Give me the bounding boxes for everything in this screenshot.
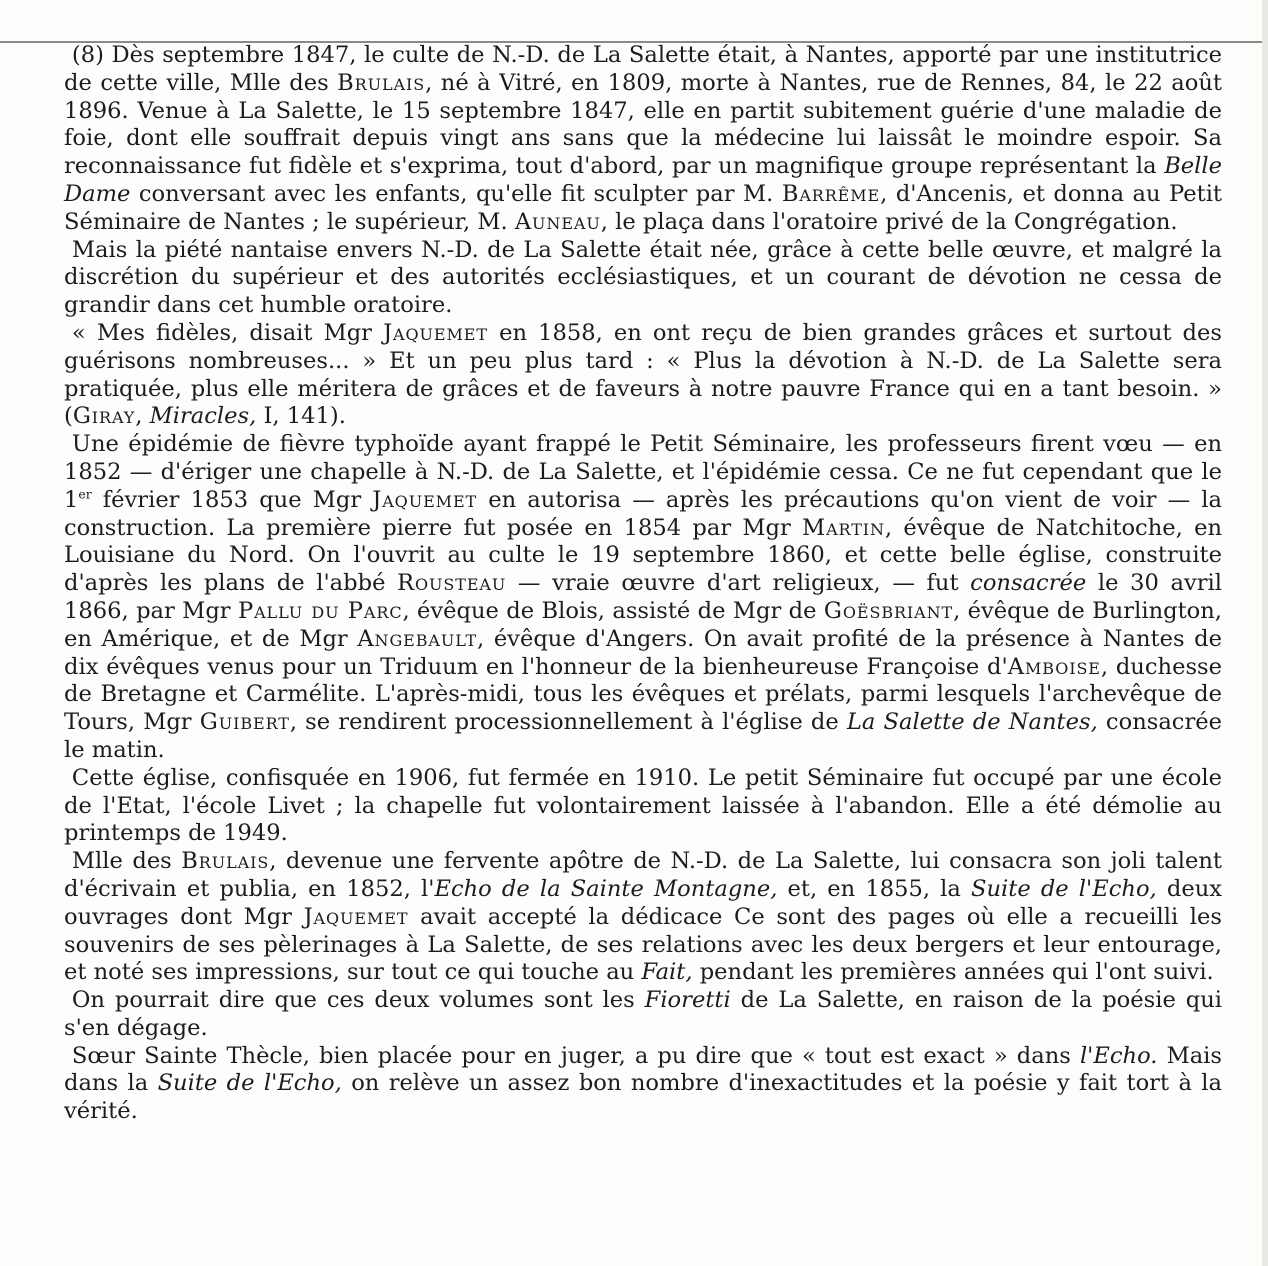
proper-name: Goësbriant (823, 597, 954, 624)
proper-name: Jaquemet (303, 903, 409, 930)
text-run: , (135, 403, 150, 430)
text-run: Mais dans la (64, 1042, 1223, 1097)
paragraph-7 (64, 987, 1222, 1043)
italic-text: l'Echo. (1079, 1042, 1158, 1069)
text-run: conversant avec les enfants, qu'elle fit sculpter par M. (130, 180, 782, 207)
proper-name: Rousteau (397, 570, 507, 597)
text-run: février 1853 que Mgr (91, 486, 373, 513)
proper-name: Jaquemet (372, 486, 478, 513)
text-run: , d'Ancenis, et donna au Petit Séminaire de Nantes ; le supérieur, M. (64, 180, 1222, 235)
footnote-text-block (64, 42, 1222, 1126)
proper-name: Brulais (181, 848, 270, 875)
text-run: Cette église, confisquée en 1906, fut fermée en 1910. Le petit Séminaire fut occupé par une école de l'Etat, l'école Livet ; la chapelle fut volontairement laissée à l'abandon. Elle a été démolie au printemps de 1949. (64, 764, 1222, 847)
text-run: et, en 1855, la (777, 875, 971, 902)
proper-name: Auneau (514, 208, 601, 235)
italic-text: Suite de l'Echo, (971, 875, 1157, 902)
text-run: consacrée le matin. (64, 709, 1223, 763)
italic-text: Belle Dame (64, 153, 1222, 207)
proper-name: Barrême (781, 180, 881, 207)
text-run: on relève un assez bon nombre d'inexactitudes et la poésie y fait tort à la vérité. (64, 1070, 1223, 1125)
text-run: , évêque de Blois, assisté de Mgr de (402, 597, 824, 624)
italic-text: Fait, (641, 959, 693, 986)
proper-name: Jaquemet (383, 319, 488, 346)
text-run: — vraie œuvre d'art religieux, — fut (506, 570, 971, 597)
italic-text: La Salette de Nantes, (846, 709, 1098, 736)
text-run: , le plaça dans l'oratoire privé de la Congrégation. (600, 208, 1178, 235)
text-run: , duchesse de Bretagne et Carmélite. L'après-midi, tous les évêques et prélats, parmi lesquels l'archevêque de Tours, Mgr (64, 653, 1222, 736)
paragraph-4 (64, 431, 1222, 765)
superscript: er (78, 486, 92, 502)
text-run: pendant les premières années qui l'ont suivi. (692, 959, 1214, 986)
text-run: deux ouvrages dont Mgr (64, 875, 1222, 930)
scan-right-edge (1262, 0, 1268, 1266)
text-run: On pourrait dire que ces deux volumes sont les (71, 987, 645, 1014)
paragraph-1 (64, 42, 1222, 237)
italic-text: Fioretti (644, 987, 731, 1014)
text-run: , évêque de Burlington, en Amérique, et de Mgr (64, 597, 1222, 652)
text-run: Mais la piété nantaise envers N.-D. de La Salette était née, grâce à cette belle œuvre, et malgré la discrétion du supérieur et des autorités ecclésiastiques, et un courant de dévotion ne cessa de grandir dans cet humble oratoire. (64, 236, 1222, 319)
italic-text: Miracles, (149, 403, 257, 430)
italic-text: Echo de la Sainte Montagne, (434, 875, 778, 902)
text-run: I, 141). (256, 403, 346, 430)
paragraph-6 (64, 848, 1222, 987)
italic-text: consacrée (970, 570, 1087, 597)
proper-name: Martin (802, 514, 885, 541)
proper-name: Pallu du Parc (237, 597, 403, 624)
text-run: , évêque d'Angers. On avait profité de la présence à Nantes de dix évêques venus pour un Triduum en l'honneur de la bienheureuse Françoise d' (64, 625, 1222, 680)
paragraph-8 (64, 1043, 1222, 1126)
paragraph-3 (64, 320, 1222, 431)
paragraph-5 (64, 765, 1222, 848)
text-run: (8) Dès septembre 1847, le culte de N.-D. de La Salette était, à Nantes, apporté par une institutrice de cette ville, Mlle des (64, 42, 1222, 96)
text-run: , devenue une fervente apôtre de N.-D. de La Salette, lui consacra son joli talent d'écrivain et publia, en 1852, l' (64, 848, 1222, 902)
proper-name: Amboise (1007, 653, 1101, 680)
text-run: en 1858, en ont reçu de bien grandes grâces et surtout des guérisons nombreuses... » Et un peu plus tard : « Plus la dévotion à N.-D. de La Salette sera pratiquée, plus elle méritera de grâces et de faveurs à notre pauvre France qui en a tant besoin. » ( (64, 319, 1222, 430)
proper-name: Brulais (337, 69, 426, 96)
proper-name: Giray (72, 403, 136, 430)
italic-text: Suite de l'Echo, (157, 1070, 342, 1097)
text-run: en autorisa — après les précautions qu'on vient de voir — la construction. La première pierre fut posée en 1854 par Mgr (64, 486, 1223, 541)
text-run: « Mes fidèles, disait Mgr (71, 319, 384, 346)
text-run: Sœur Sainte Thècle, bien placée pour en juger, a pu dire que « tout est exact » dans (71, 1042, 1080, 1069)
text-run: Une épidémie de fièvre typhoïde ayant frappé le Petit Séminaire, les professeurs firent vœu — en 1852 — d'ériger une chapelle à N.-D. de La Salette, et l'épidémie cessa. Ce ne fut cependant que le 1 (64, 431, 1222, 513)
paragraph-2 (64, 237, 1222, 320)
text-run: Mlle des (71, 848, 182, 875)
text-run: avait accepté la dédicace Ce sont des pages où elle a recueilli les souvenirs de ses pèlerinages à La Salette, de ses relations avec les deux bergers et leur entourage, et noté ses impressions, sur tout ce qui touche au (64, 903, 1222, 986)
text-run: , né à Vitré, en 1809, morte à Nantes, rue de Rennes, 84, le 22 août 1896. Venue à La Salette, le 15 septembre 1847, elle en partit subitement guérie d'une maladie de foie, dont elle souffrait depuis vingt ans sans que la médecine lui laissât le moindre espoir. Sa reconnaissance fut fidèle et s'exprima, tout d'abord, par un magnifique groupe représentant la (64, 69, 1222, 180)
text-run: , évêque de Natchitoche, en Louisiane du Nord. On l'ouvrit au culte le 19 septembre 1860, et cette belle église, construite d'après les plans de l'abbé (64, 514, 1222, 597)
text-run: , se rendirent processionnellement à l'église de (289, 709, 847, 736)
proper-name: Angebault (357, 625, 478, 652)
text-run: de La Salette, en raison de la poésie qui s'en dégage. (64, 987, 1222, 1041)
proper-name: Guibert (199, 709, 290, 736)
text-run: le 30 avril 1866, par Mgr (64, 570, 1222, 624)
